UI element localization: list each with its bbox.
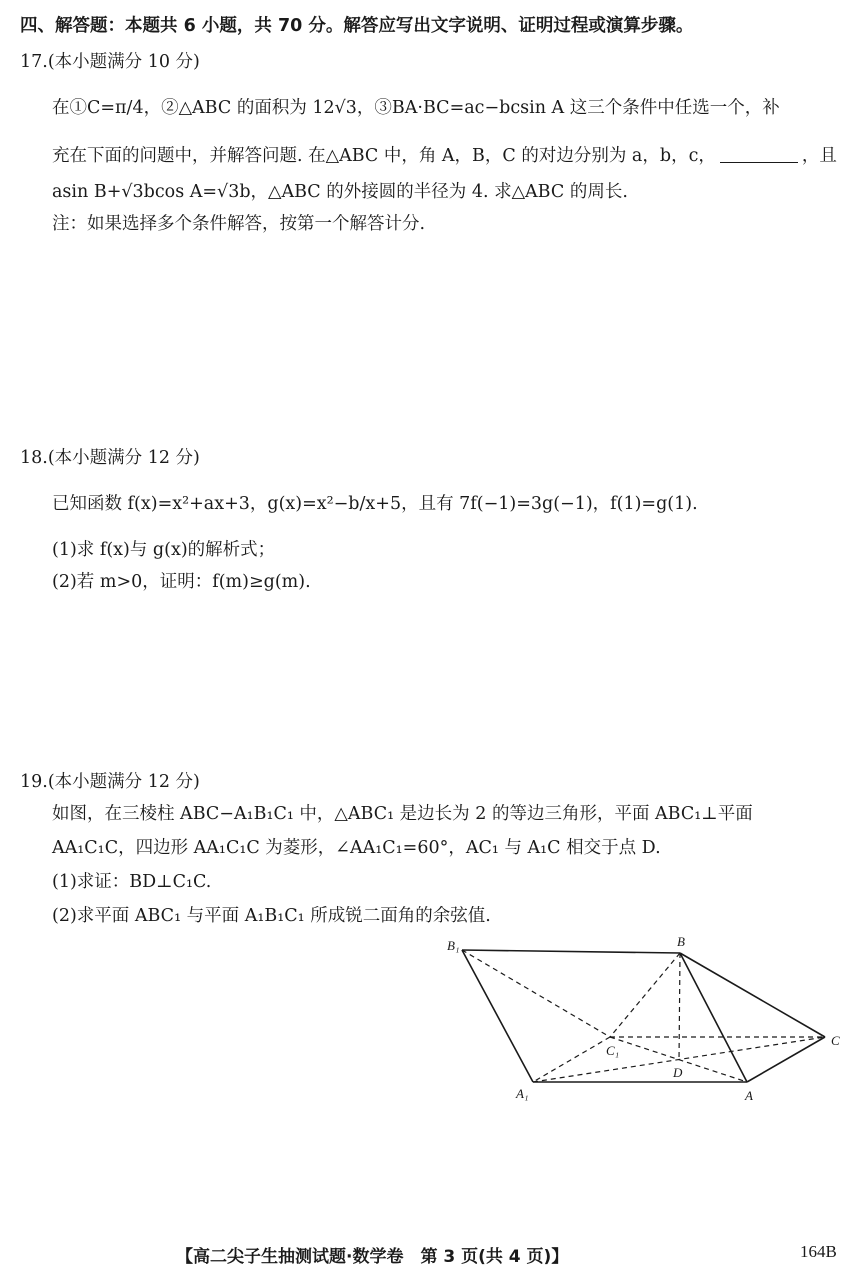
label-c: C [831, 1033, 840, 1048]
q17-line2-tail: ，且 [801, 146, 837, 166]
q18-header: 18.(本小题满分 12 分) [20, 448, 200, 468]
footer-title: 【高二尖子生抽测试题·数学卷 第 3 页(共 4 页)】 [176, 1247, 569, 1267]
edge-a-c [747, 1037, 825, 1082]
q17-line1: 在①C=π/4，②△ABC 的面积为 12√3，③BA·BC=ac−bcsin A 这三个条件中任选一个，补 [52, 98, 780, 118]
q17-line3: asin B+√3bcos A=√3b，△ABC 的外接圆的半径为 4. 求△ABC 的周长. [52, 182, 628, 202]
q18-part1: (1)求 f(x)与 g(x)的解析式； [52, 540, 276, 560]
hidden-b1-c1 [462, 950, 610, 1037]
label-d: D [673, 1065, 683, 1080]
label-a: A [745, 1088, 753, 1103]
footer-code: 164B [800, 1242, 837, 1261]
q17-header: 17.(本小题满分 10 分) [20, 52, 200, 72]
label-a1: A₁ [516, 1086, 529, 1101]
q19-part2: (2)求平面 ABC₁ 与平面 A₁B₁C₁ 所成锐二面角的余弦值. [52, 906, 491, 926]
q17-line2-text: 充在下面的问题中，并解答问题. 在△ABC 中，角 A，B，C 的对边分别为 a，b，c， [52, 146, 716, 166]
hidden-c1-a1 [533, 1037, 610, 1082]
q19-line2: AA₁C₁C，四边形 AA₁C₁C 为菱形，∠AA₁C₁=60°，AC₁ 与 A₁C 相交于点 D. [52, 838, 661, 858]
q19-header: 19.(本小题满分 12 分) [20, 772, 200, 792]
q17-note: 注：如果选择多个条件解答，按第一个解答计分. [52, 214, 426, 234]
hidden-b-c1 [610, 953, 680, 1037]
edge-b1-b [462, 950, 680, 953]
label-b: B [677, 934, 685, 949]
q19-line1: 如图，在三棱柱 ABC−A₁B₁C₁ 中，△ABC₁ 是边长为 2 的等边三角形，平面 ABC₁⊥平面 [52, 804, 753, 824]
q19-part1: (1)求证：BD⊥C₁C. [52, 872, 212, 892]
edge-b1-a1 [462, 950, 533, 1082]
section-title: 四、解答题：本题共 6 小题，共 70 分。解答应写出文字说明、证明过程或演算步骤。 [20, 16, 694, 36]
label-c1: C₁ [606, 1043, 620, 1058]
hidden-b-d [679, 953, 680, 1061]
label-b1: B₁ [447, 938, 460, 953]
q18-line1: 已知函数 f(x)=x²+ax+3，g(x)=x²−b/x+5，且有 7f(−1)=3g(−1)，f(1)=g(1). [52, 494, 698, 514]
q18-part2: (2)若 m>0，证明：f(m)≥g(m). [52, 572, 311, 592]
